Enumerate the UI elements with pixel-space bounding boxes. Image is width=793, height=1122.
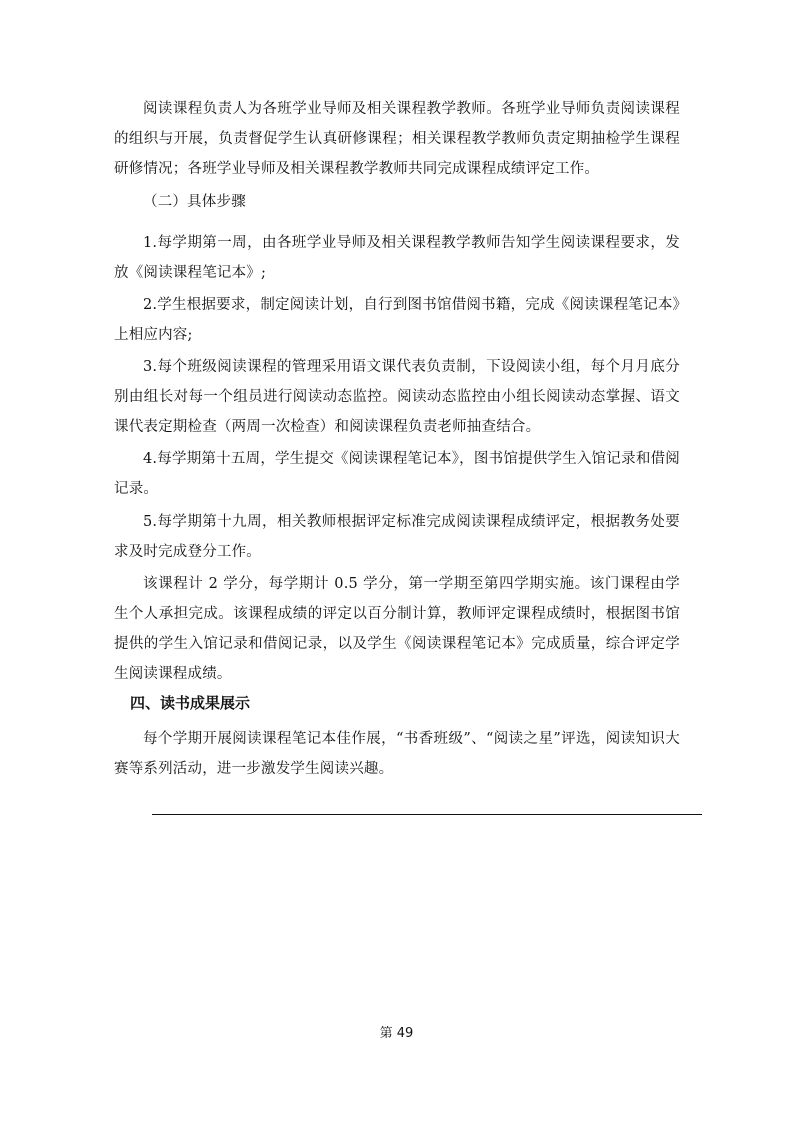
- horizontal-rule: [152, 814, 702, 815]
- section-4-heading: 四、读书成果展示: [130, 694, 251, 712]
- responsibility-paragraph: 阅读课程负责人为各班学业导师及相关课程教学教师。各班学业导师负责阅读课程的组织与开展，负责督促学生认真研修课程；相关课程教学教师负责定期抽检学生课程研修情况；各班学业导师及相关课程教学教师共同完成课程成绩评定工作。: [114, 101, 680, 177]
- step-4-paragraph: 4.每学期第十五周，学生提交《阅读课程笔记本》，图书馆提供学生入馆记录和借阅记录。: [114, 451, 680, 497]
- step-5-paragraph: 5.每学期第十九周，相关教师根据评定标准完成阅读课程成绩评定，根据教务处要求及时完成登分工作。: [114, 514, 680, 560]
- step-3-paragraph: 3.每个班级阅读课程的管理采用语文课代表负责制，下设阅读小组，每个月月底分别由组长对每一个组员进行阅读动态监控。阅读动态监控由小组长阅读动态掌握、语文课代表定期检查（两周一次检查）和阅读课程负责老师抽查结合。: [114, 359, 680, 435]
- page-number: 第 49: [379, 1026, 414, 1041]
- section-4-paragraph: 每个学期开展阅读课程笔记本佳作展，“书香班级”、“阅读之星”评选，阅读知识大赛等系列活动，进一步激发学生阅读兴趣。: [114, 731, 680, 777]
- step-1-paragraph: 1.每学期第一周，由各班学业导师及相关课程教学教师告知学生阅读课程要求，发放《阅读课程笔记本》;: [114, 235, 680, 281]
- credits-paragraph: 该课程计 2 学分，每学期计 0.5 学分，第一学期至第四学期实施。该门课程由学生个人承担完成。该课程成绩的评定以百分制计算，教师评定课程成绩时，根据图书馆提供的学生入馆记录和借阅记录，以及学生《阅读课程笔记本》完成质量，综合评定学生阅读课程成绩。: [114, 576, 680, 682]
- step-2-paragraph: 2.学生根据要求，制定阅读计划，自行到图书馆借阅书籍，完成《阅读课程笔记本》上相应内容;: [114, 297, 680, 343]
- subsection-heading: （二）具体步骤: [143, 194, 246, 210]
